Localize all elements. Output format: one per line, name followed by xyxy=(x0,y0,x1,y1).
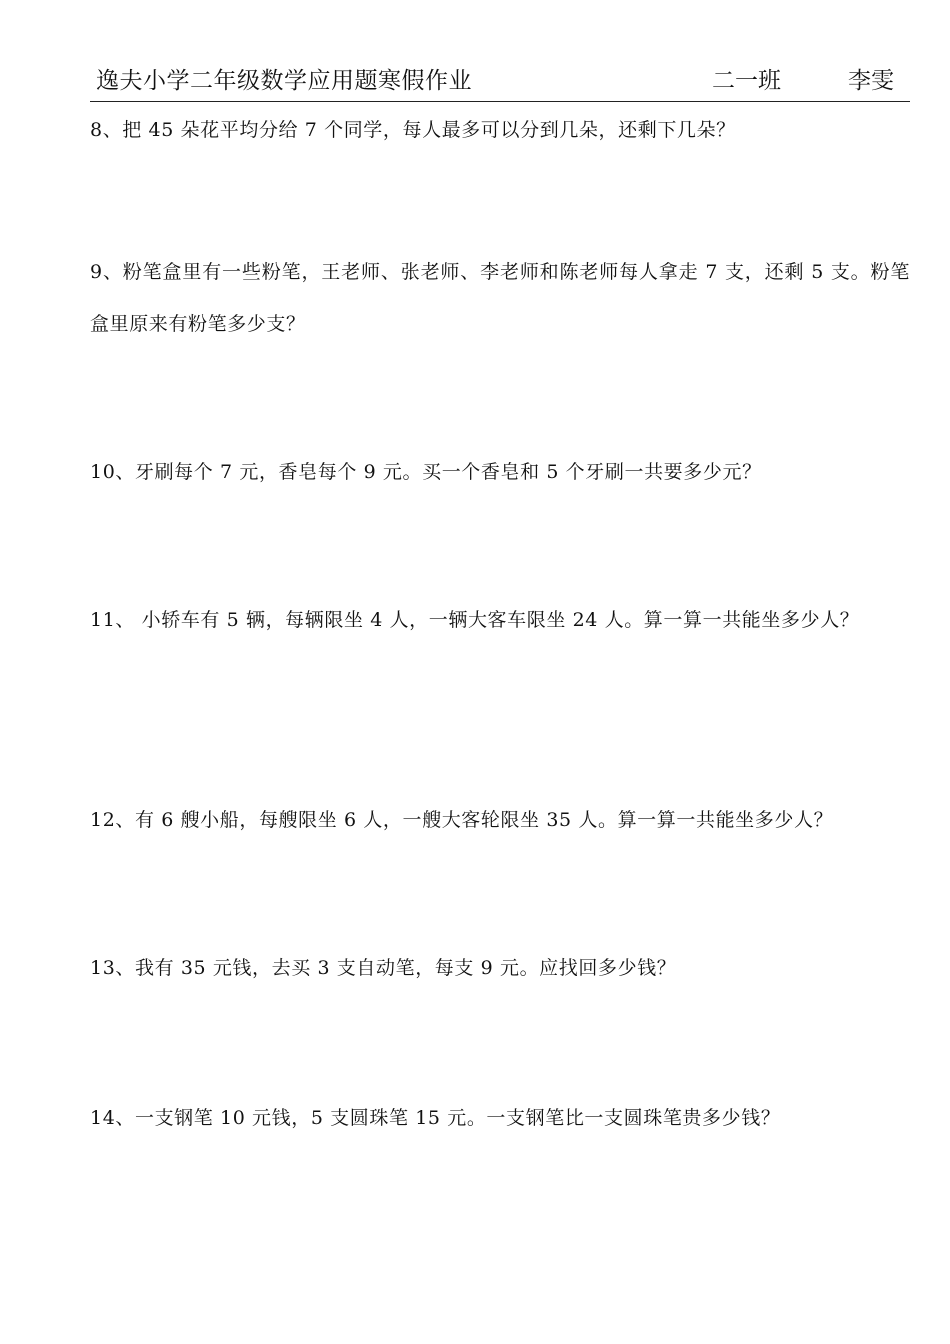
page-header xyxy=(90,58,910,102)
question-13: 13、我有 35 元钱，去买 3 支自动笔，每支 9 元。应找回多少钱？ xyxy=(90,957,677,979)
question-14: 14、一支钢笔 10 元钱，5 支圆珠笔 15 元。一支钢笔比一支圆珠笔贵多少钱？ xyxy=(90,1107,781,1129)
student-name: 李雯 xyxy=(848,68,894,94)
question-9: 9、粉笔盒里有一些粉笔，王老师、张老师、李老师和陈老师每人拿走 7 支，还剩 5 支。粉笔盒里原来有粉笔多少支？ xyxy=(90,261,910,335)
question-12: 12、有 6 艘小船，每艘限坐 6 人，一艘大客轮限坐 35 人。算一算一共能坐多少人？ xyxy=(90,809,834,831)
question-8: 8、把 45 朵花平均分给 7 个同学，每人最多可以分到几朵，还剩下几朵？ xyxy=(90,119,736,141)
class-name: 二一班 xyxy=(712,68,781,94)
question-10: 10、牙刷每个 7 元，香皂每个 9 元。买一个香皂和 5 个牙刷一共要多少元？ xyxy=(90,461,762,483)
worksheet-title: 逸夫小学二年级数学应用题寒假作业 xyxy=(96,68,472,94)
question-11: 11、 小轿车有 5 辆，每辆限坐 4 人，一辆大客车限坐 24 人。算一算一共能坐多少人？ xyxy=(90,609,860,631)
